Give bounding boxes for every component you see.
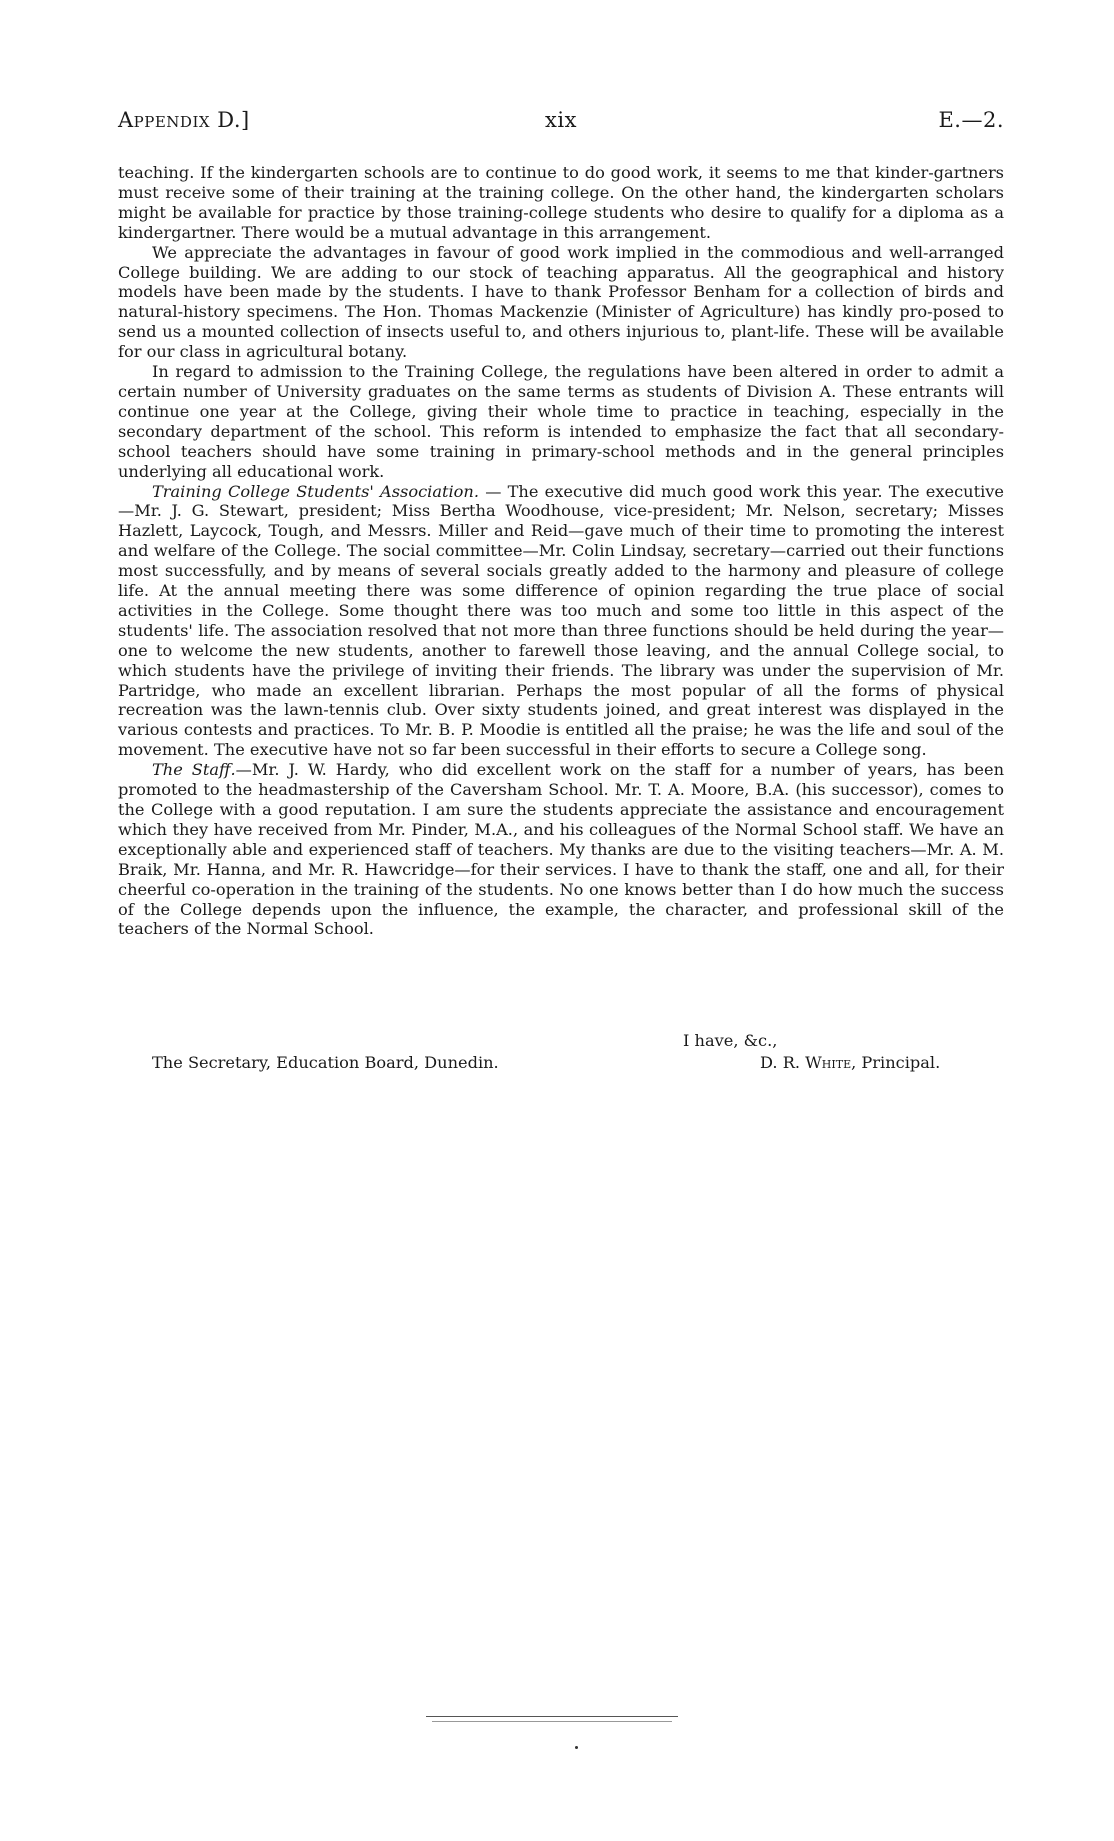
end-ornament-dot <box>575 1746 578 1749</box>
signature-title: , Principal. <box>851 1053 941 1072</box>
paragraph-text: teaching. If the kindergarten schools are to continue to do good work, it seems to me that kinder-gartners must receive some of their training at the training college. On the other hand, the kindergarten scholars might be available for practice by those training-college students who desire to qualify for a diploma as a kindergartner. There would be a mutual advantage in this arrangement. <box>118 163 1004 242</box>
paragraph-admission <box>118 362 1004 481</box>
end-rule <box>426 1716 678 1717</box>
section-heading-staff: The Staff. <box>152 760 236 780</box>
signature-initials: D. R. <box>760 1053 806 1072</box>
paragraph-staff <box>118 760 1004 939</box>
page-number: xix <box>545 108 577 132</box>
paragraph-students-association <box>118 482 1004 761</box>
section-heading-association: Training College Students' Association. <box>152 481 480 501</box>
signature-name: White <box>805 1053 852 1072</box>
paragraph-text: —Mr. J. W. Hardy, who did excellent work on the staff for a number of years, has been promoted to the headmastership of the Caversham School. Mr. T. A. Moore, B.A. (his successor), comes to the College with a good reputation. I am sure the students appreciate the assistance and encouragement which they have received from Mr. Pinder, M.A., and his colleagues of the Normal School staff. We have an exceptionally able and experienced staff of teachers. My thanks are due to the visiting teachers—Mr. A. M. Braik, Mr. Hanna, and Mr. R. Hawcridge—for their services. I have to thank the staff, one and all, for their cheerful co-operation in the training of the students. No one knows better than I do how much the success of the College depends upon the influence, the example, the character, and professional skill of the teachers of the Normal School. <box>118 760 1004 939</box>
signature <box>760 1052 940 1073</box>
paragraph-building-apparatus <box>118 243 1004 362</box>
page-header <box>118 108 1004 138</box>
document-reference: E.—2. <box>938 108 1004 132</box>
paragraph-text: We appreciate the advantages in favour of good work implied in the commodious and well-arranged College building. We are adding to our stock of teaching apparatus. All the geographical and history models have been made by the students. I have to thank Professor Benham for a collection of birds and natural-history specimens. The Hon. Thomas Mackenzie (Minister of Agriculture) has kindly pro-posed to send us a mounted collection of insects useful to, and others injurious to, plant-life. These will be available for our class in agricultural botany. <box>118 242 1004 362</box>
addressee: The Secretary, Education Board, Dunedin. <box>152 1053 499 1072</box>
report-body <box>118 163 1004 939</box>
end-rule-secondary <box>432 1721 672 1722</box>
salutation: I have, &c., <box>683 1031 778 1050</box>
paragraph-text: — The executive did much good work this year. The executive—Mr. J. G. Stewart, president; Miss Bertha Woodhouse, vice-president; Mr. Nelson, secretary; Misses Hazlett, Laycock, Tough, and Messrs. Miller and Reid—gave much of their time to promoting the interest and welfare of the College. The social committee—Mr. Colin Lindsay, secretary—carried out their functions most successfully, and by means of several socials greatly added to the harmony and pleasure of college life. At the annual meeting there was some difference of opinion regarding the true place of social activities in the College. Some thought there was too much and some too little in this aspect of the students' life. The association resolved that not more than three functions should be held during the year—one to welcome the new students, another to farewell those leaving, and the annual College social, to which students have the privilege of inviting their friends. The library was under the supervision of Mr. Partridge, who made an excellent librarian. Perhaps the most popular of all the forms of physical recreation was the lawn-tennis club. Over sixty students joined, and great interest was displayed in the various contests and practices. To Mr. B. P. Moodie is entitled all the praise; he was the life and soul of the movement. The executive have not so far been successful in their efforts to secure a College song. <box>118 481 1004 760</box>
appendix-label: Appendix D.] <box>118 108 250 132</box>
paragraph-text: In regard to admission to the Training College, the regulations have been altered in order to admit a certain number of University graduates on the same terms as students of Division A. These entrants will continue one year at the College, giving their whole time to practice in teaching, especially in the secondary department of the school. This reform is intended to emphasize the fact that all secondary-school teachers should have some training in primary-school methods and in the general principles underlying all educational work. <box>118 362 1004 481</box>
paragraph-kindergarten <box>118 163 1004 243</box>
